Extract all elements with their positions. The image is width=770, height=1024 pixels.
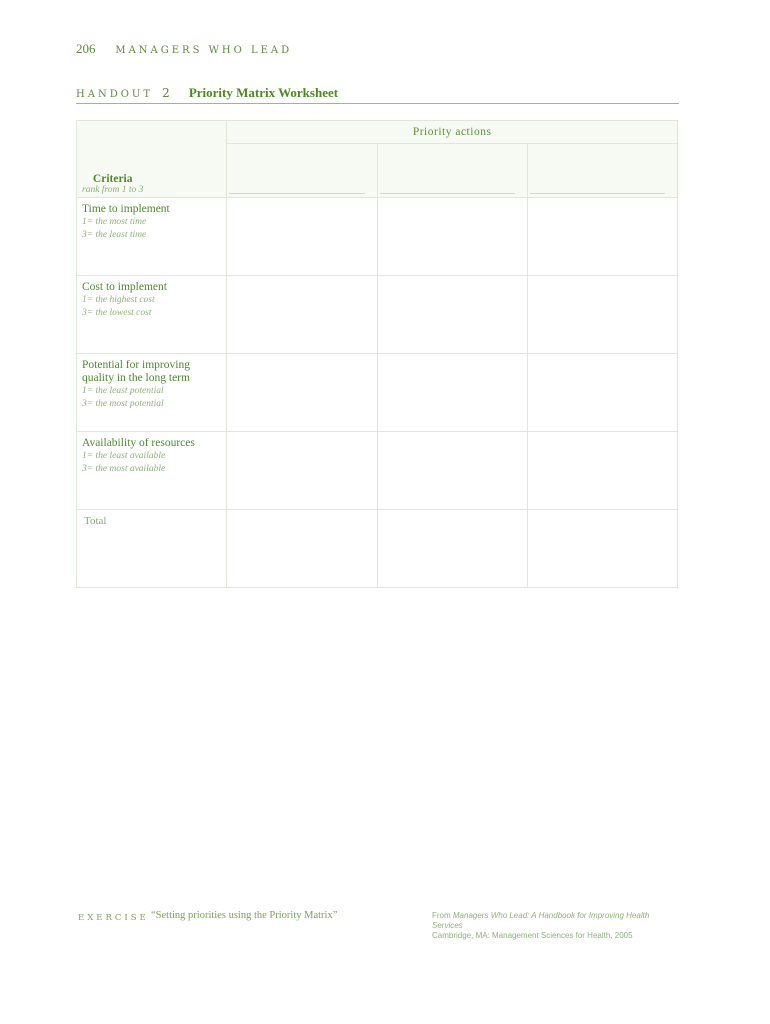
criteria-row-time [77, 198, 678, 276]
citation-book-title: Managers Who Lead: A Handbook for Improving Health Services [432, 911, 650, 930]
score-cell[interactable] [527, 198, 677, 276]
score-cell[interactable] [527, 276, 677, 354]
handout-heading [76, 82, 679, 104]
score-cell[interactable] [527, 354, 677, 432]
score-cell[interactable] [527, 432, 677, 510]
total-row [77, 510, 678, 588]
priority-action-3-field[interactable] [527, 144, 677, 198]
priority-matrix-table [76, 120, 678, 588]
criteria-scale-low: 1= the highest cost [82, 295, 155, 305]
total-cell[interactable] [527, 510, 677, 588]
score-cell[interactable] [227, 276, 377, 354]
total-cell[interactable] [377, 510, 527, 588]
criteria-cell [77, 432, 227, 510]
criteria-scale-low: 1= the least available [82, 451, 166, 461]
criteria-scale-low: 1= the most time [82, 217, 147, 227]
page-number: 206 [76, 41, 96, 56]
score-cell[interactable] [377, 354, 527, 432]
write-in-line [229, 193, 364, 194]
priority-actions-header: Priority actions [227, 121, 678, 144]
criteria-scale-high: 3= the most available [82, 464, 166, 474]
score-cell[interactable] [377, 432, 527, 510]
exercise-label: EXERCISE [78, 913, 149, 923]
criteria-scale-high: 3= the least time [82, 230, 147, 240]
write-in-line [530, 193, 665, 194]
criteria-name: Cost to implement [82, 281, 167, 293]
criteria-row-potential [77, 354, 678, 432]
criteria-row-cost [77, 276, 678, 354]
exercise-name: “Setting priorities using the Priority Matrix” [151, 910, 338, 921]
total-cell[interactable] [227, 510, 377, 588]
criteria-cell [77, 354, 227, 432]
citation-publisher: Cambridge, MA: Management Sciences for Health, 2005 [432, 931, 633, 940]
score-cell[interactable] [227, 354, 377, 432]
criteria-scale-high: 3= the lowest cost [82, 308, 152, 318]
priority-action-1-field[interactable] [227, 144, 377, 198]
write-in-line [380, 193, 515, 194]
score-cell[interactable] [227, 198, 377, 276]
criteria-scale-high: 3= the most potential [82, 399, 164, 409]
priority-action-2-field[interactable] [377, 144, 527, 198]
handout-label: HANDOUT [76, 89, 154, 100]
total-label: Total [84, 515, 107, 527]
criteria-subheading: rank from 1 to 3 [82, 185, 144, 195]
criteria-name: Time to implement [82, 203, 170, 215]
score-cell[interactable] [377, 198, 527, 276]
criteria-cell [77, 198, 227, 276]
criteria-name: Potential for improving quality in the long term [82, 359, 190, 384]
criteria-heading: Criteria [92, 173, 133, 185]
running-head [76, 41, 292, 57]
handout-number: 2 [162, 86, 170, 100]
criteria-cell [77, 276, 227, 354]
citation-prefix: From [432, 911, 453, 920]
criteria-row-resources [77, 432, 678, 510]
handout-title: Priority Matrix Worksheet [188, 85, 339, 100]
total-label-cell [77, 510, 227, 588]
score-cell[interactable] [377, 276, 527, 354]
score-cell[interactable] [227, 432, 377, 510]
criteria-header-cell [77, 121, 227, 198]
criteria-name: Availability of resources [82, 437, 195, 449]
criteria-scale-low: 1= the least potential [82, 386, 164, 396]
book-title: MANAGERS WHO LEAD [115, 45, 293, 56]
citation [432, 911, 678, 941]
